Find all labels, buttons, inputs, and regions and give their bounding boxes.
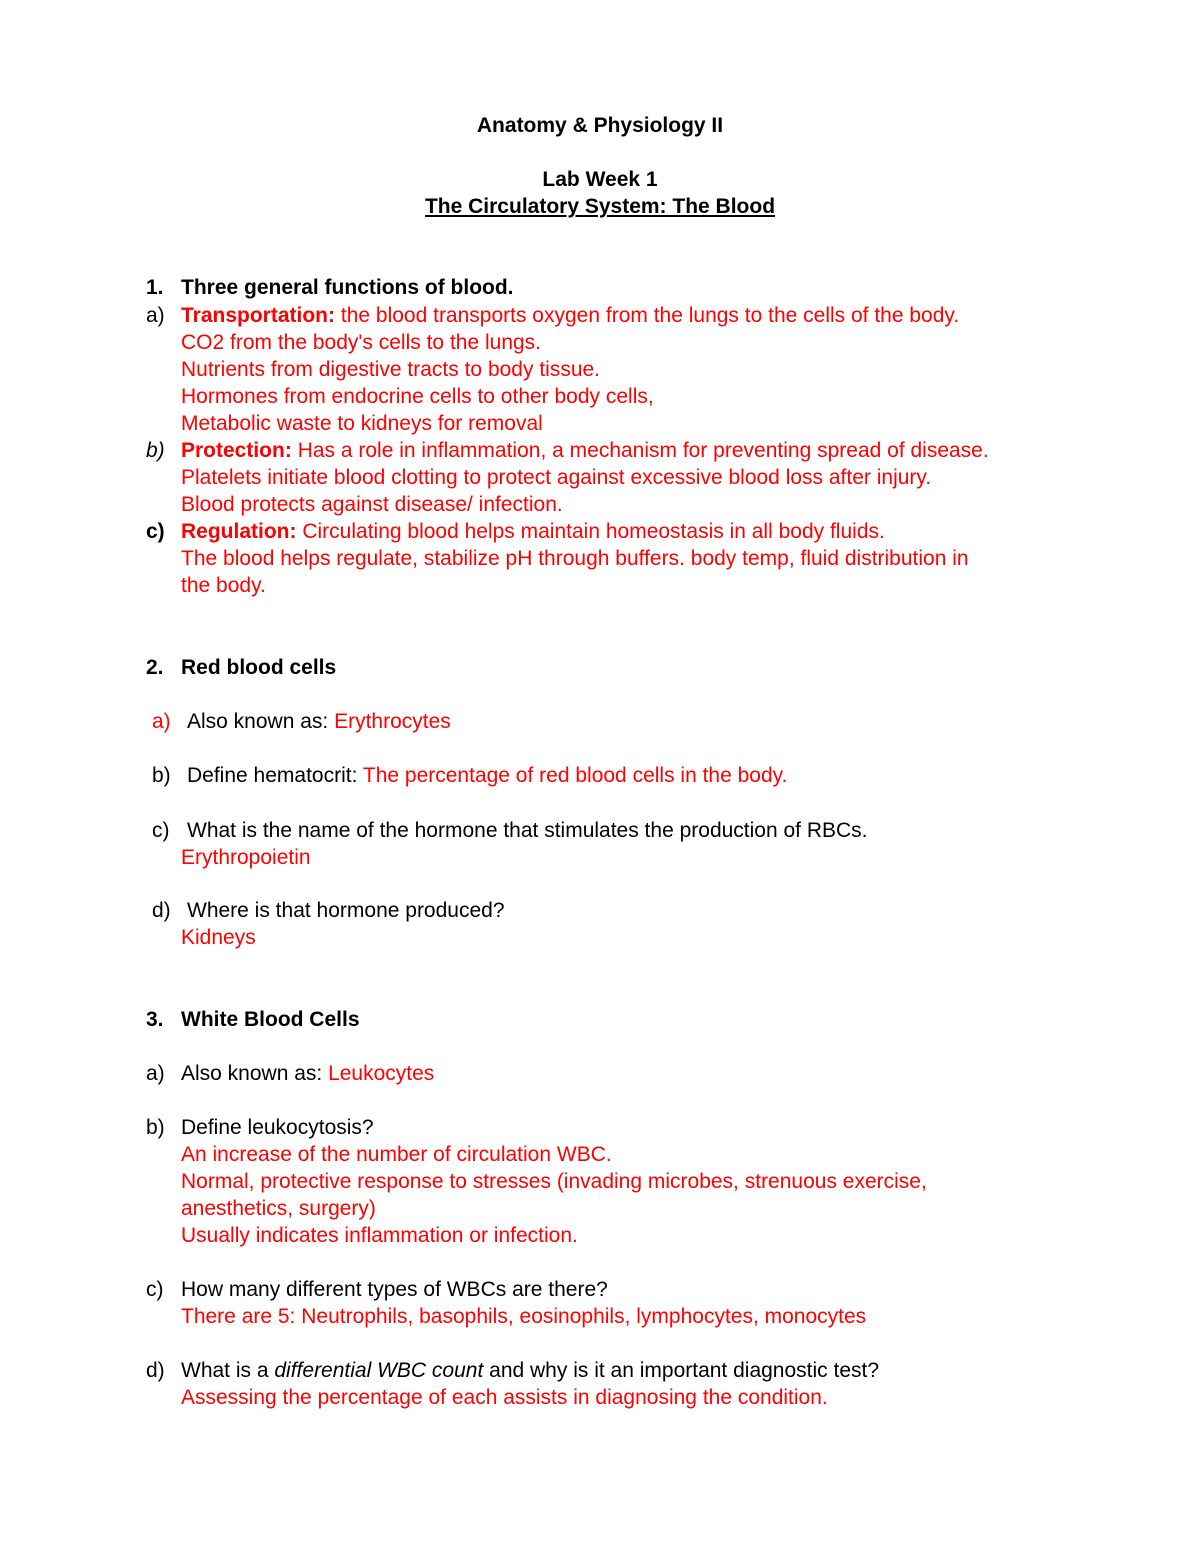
document-title: The Circulatory System: The Blood: [424, 195, 776, 218]
q2b-marker: b): [152, 764, 171, 787]
q2b-line: [187, 762, 787, 789]
q1b-answer-line: Platelets initiate blood clotting to protect against excessive blood loss after injury.: [181, 466, 932, 489]
q1a-answer-line: Hormones from endocrine cells to other body cells,: [181, 385, 654, 408]
q1b-answer-line: Has a role in inflammation, a mechanism for preventing spread of disease.: [297, 439, 989, 462]
q3b-marker: b): [146, 1116, 165, 1139]
q1c-answer-line: Circulating blood helps maintain homeostasis in all body fluids.: [302, 520, 885, 543]
q3a-answer: Leukocytes: [328, 1062, 435, 1085]
q2a-answer: Erythrocytes: [334, 710, 451, 733]
q3-number: 3.: [146, 1008, 164, 1031]
q3a-marker: a): [146, 1062, 165, 1085]
q3b-question: Define leukocytosis?: [181, 1116, 374, 1139]
q1a-label: Transportation:: [181, 304, 336, 327]
q1-heading: Three general functions of blood.: [181, 276, 514, 299]
q2b-answer: The percentage of red blood cells in the body.: [362, 764, 788, 787]
lab-week: Lab Week 1: [542, 168, 658, 191]
q2c-answer: Erythropoietin: [181, 846, 311, 869]
q1c-first-line: [181, 518, 885, 545]
q1a-answer-line: CO2 from the body's cells to the lungs.: [181, 331, 542, 354]
q3a-line: [181, 1060, 434, 1087]
q1b-answer-line: Blood protects against disease/ infection.: [181, 493, 563, 516]
q1-number: 1.: [146, 276, 164, 299]
q1b-marker: b): [146, 439, 165, 462]
q3d-question-post: and why is it an important diagnostic test?: [483, 1359, 880, 1382]
q3b-answer-line: anesthetics, surgery): [181, 1197, 376, 1220]
q3d-question-pre: What is a: [181, 1359, 275, 1382]
q3c-question: How many different types of WBCs are there?: [181, 1278, 608, 1301]
q1a-answer-line: the blood transports oxygen from the lungs to the cells of the body.: [340, 304, 960, 327]
q1c-answer-line: The blood helps regulate, stabilize pH through buffers. body temp, fluid distribution in: [181, 547, 969, 570]
q1c-label: Regulation:: [181, 520, 297, 543]
q1c-marker: c): [146, 520, 165, 543]
q2b-question: Define hematocrit:: [187, 764, 363, 787]
q3d-question-emphasis: differential WBC count: [274, 1359, 484, 1382]
q3d-question: [181, 1357, 879, 1384]
q1a-answer-line: Nutrients from digestive tracts to body tissue.: [181, 358, 601, 381]
q1a-first-line: [181, 302, 959, 329]
q3a-question: Also known as:: [181, 1062, 329, 1085]
q3d-answer: Assessing the percentage of each assists in diagnosing the condition.: [181, 1386, 828, 1409]
q3-heading: White Blood Cells: [181, 1008, 360, 1031]
q2d-marker: d): [152, 899, 171, 922]
q3b-answer-line: An increase of the number of circulation WBC.: [181, 1143, 612, 1166]
course-title: Anatomy & Physiology II: [476, 114, 724, 137]
q2c-marker: c): [152, 819, 170, 842]
q2a-line: [187, 708, 451, 735]
q2-number: 2.: [146, 656, 164, 679]
q2d-answer: Kidneys: [181, 926, 256, 949]
q3b-answer-line: Usually indicates inflammation or infection.: [181, 1224, 578, 1247]
q1c-answer-line: the body.: [181, 574, 266, 597]
q2a-marker: a): [152, 710, 171, 733]
q1a-answer-line: Metabolic waste to kidneys for removal: [181, 412, 543, 435]
q3d-marker: d): [146, 1359, 165, 1382]
q1b-label: Protection:: [181, 439, 292, 462]
q3c-answer: There are 5: Neutrophils, basophils, eosinophils, lymphocytes, monocytes: [181, 1305, 867, 1328]
q1b-first-line: [181, 437, 989, 464]
q2d-question: Where is that hormone produced?: [187, 899, 505, 922]
q2c-question: What is the name of the hormone that stimulates the production of RBCs.: [187, 819, 868, 842]
q3c-marker: c): [146, 1278, 164, 1301]
q3b-answer-line: Normal, protective response to stresses (invading microbes, strenuous exercise,: [181, 1170, 927, 1193]
q2a-question: Also known as:: [187, 710, 335, 733]
q1a-marker: a): [146, 304, 165, 327]
q2-heading: Red blood cells: [181, 656, 337, 679]
